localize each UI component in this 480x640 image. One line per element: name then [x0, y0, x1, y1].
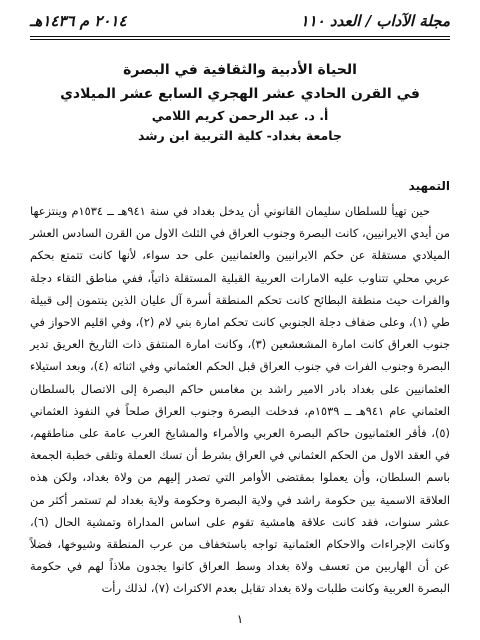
running-header: [30, 12, 450, 34]
body-paragraph: حين تهيأ للسلطان سليمان القانوني أن يدخل بغداد في سنة ٩٤١هـ ــ ١٥٣٤م وينتزعها من أيدي الايرانيين، كانت البصرة وجنوب العراق في الثلث الاول من القرن السادس العشر الميلادي مستقلة عن حكم الايرانيين والعثمانيين على حد سواء، لأنها كانت تتمتع بحكم عربي محلي تتناوب عليه الامارات العربية القبلية المستقلة ذاتياً، ففي مناطق التقاء دجلة والفرات حيث منطقة البطائح كانت تحكم المنطقة أسرة آل عليان الذين ينتمون إلى قبيلة طي (١)، وعلى ضفاف دجلة الجنوبي كانت تحكم امارة بني لام (٢)، وفي اقليم الاحواز في جنوب العراق كانت امارة المشعشعين (٣)، وكانت امارة المنتفق ذات التاريخ العريق تدير البصرة وجنوب الفرات في جنوب العراق قبل الحكم العثماني وفي اثنائه (٤)، وبعد استيلاء العثمانيين على بغداد بادر الامير راشد بن مغامس حاكم البصرة إلى الاتصال بالسلطان العثماني عام ٩٤١هـ ــ ١٥٣٩م، فدخلت البصرة وجنوب العراق صلحاً في النفوذ العثماني (٥)، فأقر العثمانيون حاكم البصرة العربي والأمراء والمشايخ العرب عامة على مناطقهم، في العقد الاول من الحكم العثماني في العراق بشرط أن تسك العملة وتلقى خطبة الجمعة باسم السلطان، وأن يعملوا بمقتضى الأوامر التي تصدر إليهم من ولاة بغداد، ولكن هذه العلاقة الاسمية بين حكومة راشد في ولاية البصرة وحكومة ولاية بغداد لم تستمر أكثر من عشر سنوات، فقد كانت علاقة هامشية تقوم على اساس المداراة وتمشية الحال (٦)، وكانت الإجراءات والاحكام العثمانية تواجه باستخفاف من عرب المنطقة وشيوخها، فضلاً عن أن الهاربين من تعسف ولاة بغداد وسط العراق كانوا يجدون ملاذاً لهم في حكومة البصرة العربية وكانت طلبات ولاة بغداد تقابل بعدم الاكتراث (٧)، لذلك رأت: [30, 204, 450, 596]
author-affiliation: جامعة بغداد- كلية التربية ابن رشد: [138, 128, 342, 143]
article-title-line-2: في القرن الحادي عشر الهجري السابع عشر الميلادي: [60, 86, 420, 102]
body-text: [30, 200, 450, 600]
title-block: [30, 58, 450, 146]
journal-name: مجلة الآداب / العدد ١١٠: [300, 12, 450, 30]
author-name: أ. د. عبد الرحمن كريم اللامي: [151, 108, 329, 123]
issue-date: ٢٠١٤ م ١٤٣٦هـ: [30, 12, 127, 30]
page-number: ١: [236, 612, 244, 626]
article-title-line-1: الحياة الأدبية والثقافية في البصرة: [123, 62, 357, 78]
header-rule: [30, 36, 450, 37]
section-heading: التمهيد: [408, 179, 450, 193]
header-rule-thin: [30, 39, 450, 40]
